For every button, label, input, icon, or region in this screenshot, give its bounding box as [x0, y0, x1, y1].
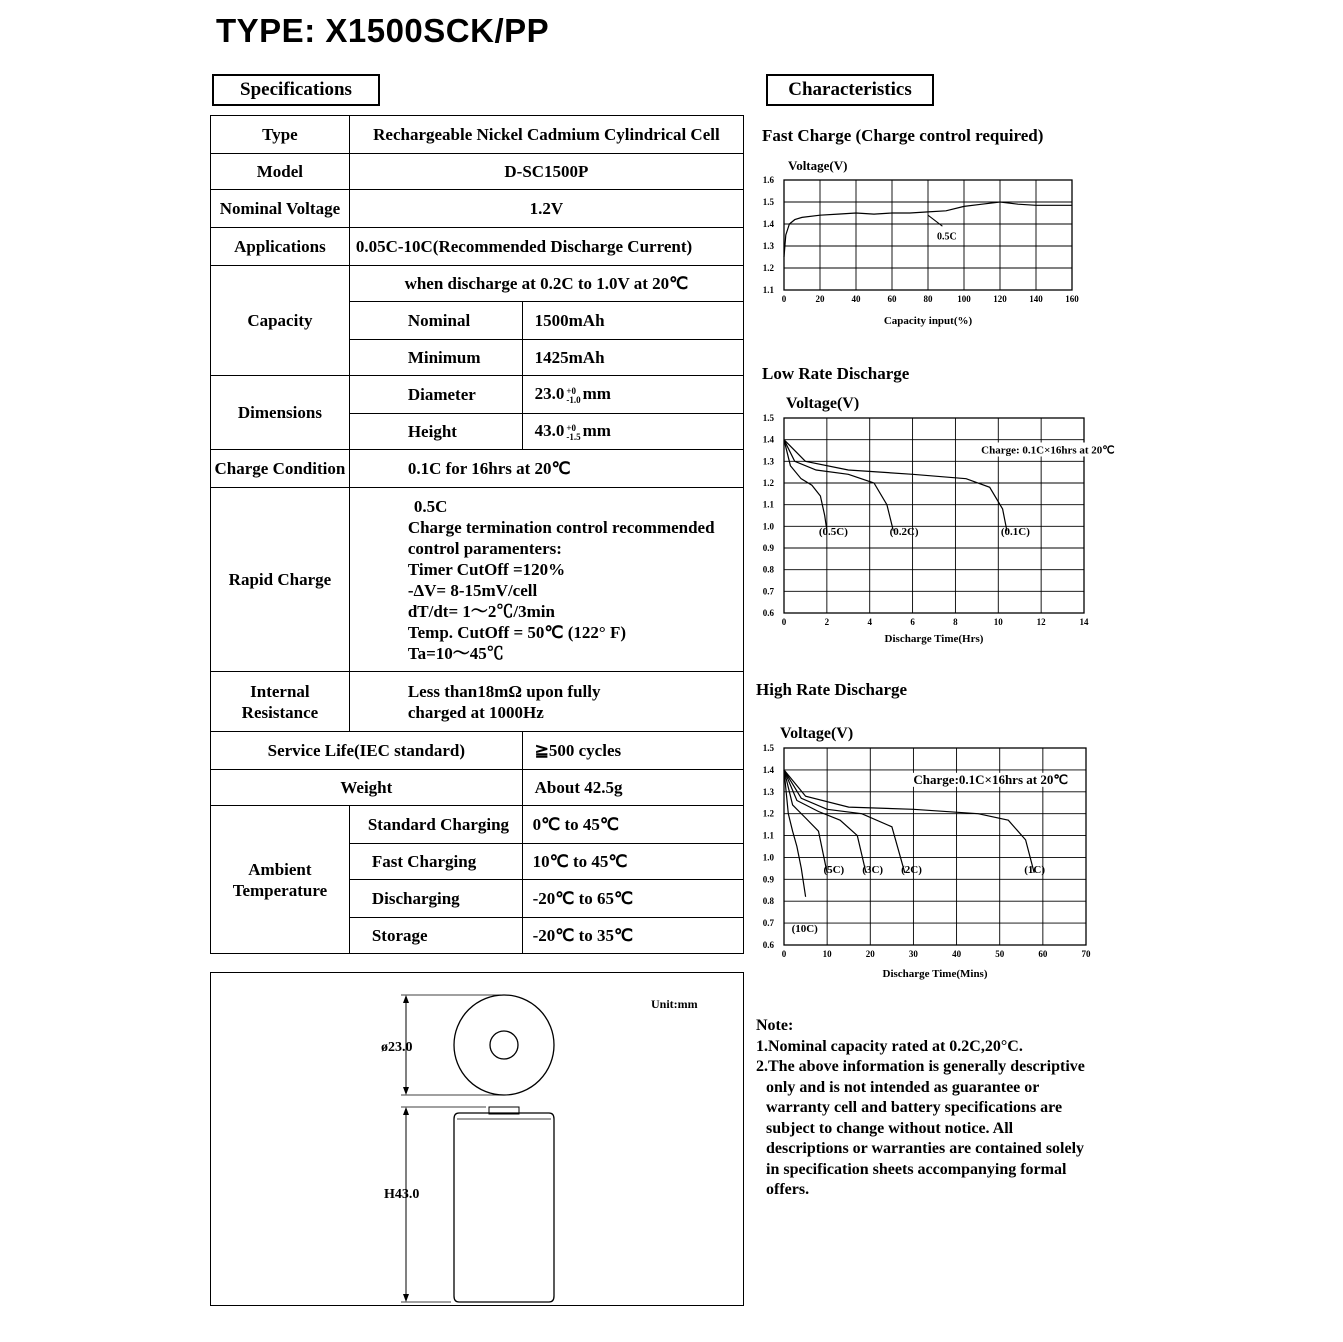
x-tick-label: 20 — [815, 294, 825, 304]
x-tick-label: 20 — [865, 949, 875, 959]
x-tick-label: 0 — [781, 949, 787, 959]
ambient-row-label: Discharging — [349, 880, 522, 918]
series-label: (0.2C) — [889, 526, 919, 538]
x-tick-label: 80 — [923, 294, 933, 304]
note-line: 1.Nominal capacity rated at 0.2C,20°C. — [756, 1037, 1023, 1055]
annotation-arrow — [928, 215, 942, 226]
y-tick-label: 1.5 — [762, 743, 774, 753]
y-tick-label: 0.9 — [762, 874, 774, 885]
x-axis-label: Discharge Time(Hrs) — [884, 633, 984, 645]
ambient-row-value: 10℃ to 45℃ — [522, 844, 743, 880]
weight-value: About 42.5g — [522, 770, 743, 806]
table-row — [211, 770, 744, 806]
x-tick-label: 4 — [867, 617, 872, 627]
series-label: (2C) — [901, 863, 922, 876]
y-tick-label: 0.6 — [762, 940, 774, 950]
note-line: only and is not intended as guarantee or — [766, 1078, 1040, 1096]
y-axis-label: Voltage(V) — [780, 725, 854, 742]
height-label: Height — [349, 414, 522, 450]
ambient-row-value: 0℃ to 45℃ — [522, 806, 743, 844]
x-tick-label: 2 — [824, 617, 830, 627]
note-heading: Note: — [756, 1017, 794, 1034]
service-life-value: ≧500 cycles — [522, 732, 743, 770]
diameter-dimension: ø23.0 — [381, 1040, 413, 1055]
series-label: (3C) — [862, 863, 884, 876]
x-tick-label: 0 — [781, 617, 787, 627]
y-tick-label: 1.4 — [762, 434, 774, 445]
high-rate-title: High Rate Discharge — [756, 680, 908, 699]
page-title: TYPE: X1500SCK/PP — [216, 12, 550, 49]
diameter-label: Diameter — [349, 376, 522, 414]
series-label: (10C) — [791, 922, 818, 935]
table-row — [211, 806, 744, 844]
y-tick-label: 0.8 — [762, 896, 774, 907]
capacity-label: Capacity — [211, 266, 350, 376]
charge-condition-value: 0.1C for 16hrs at 20℃ — [349, 450, 743, 488]
y-tick-label: 1.1 — [762, 499, 774, 510]
y-tick-label: 1.0 — [762, 852, 774, 863]
x-tick-label: 8 — [953, 617, 958, 627]
x-tick-label: 60 — [1038, 949, 1048, 959]
type-label: Type — [211, 116, 350, 154]
y-tick-label: 0.6 — [762, 608, 774, 618]
capacity-nominal-value: 1500mAh — [522, 302, 743, 340]
capacity-minimum-label: Minimum — [349, 340, 522, 376]
x-tick-label: 10 — [822, 949, 832, 959]
nominal-voltage-value: 1.2V — [349, 190, 743, 228]
y-tick-label: 1.6 — [762, 175, 774, 185]
x-tick-label: 12 — [1036, 617, 1046, 627]
x-tick-label: 6 — [910, 617, 915, 627]
table-row — [211, 266, 744, 302]
note-line: descriptions or warranties are contained solely — [766, 1140, 1085, 1157]
table-row — [211, 732, 744, 770]
y-tick-label: 1.1 — [762, 285, 774, 295]
annotation-label: Charge: 0.1C×16hrs at 20℃ — [981, 444, 1115, 457]
dimensions-label: Dimensions — [211, 376, 350, 450]
capacity-condition: when discharge at 0.2C to 1.0V at 20℃ — [349, 266, 743, 302]
cell-drawing-svg — [211, 973, 745, 1307]
service-life-label: Service Life(IEC standard) — [211, 732, 523, 770]
table-row — [211, 376, 744, 414]
y-tick-label: 1.2 — [762, 263, 774, 273]
internal-resistance-value: Less than18mΩ upon fully charged at 1000Hz — [349, 672, 743, 732]
cell-terminal-circle — [490, 1031, 518, 1059]
table-row — [211, 672, 744, 732]
x-tick-label: 140 — [1029, 294, 1043, 304]
rapid-charge-label: Rapid Charge — [211, 488, 350, 672]
internal-resistance-label: Internal Resistance — [211, 672, 350, 732]
annotation-label: 0.5C — [937, 231, 957, 243]
rapid-charge-value: 0.5C Charge termination control recommended control paramenters: Timer CutOff =120% -ΔV= 8-15mV/cell dT/dt= 1～2℃/3min Temp. CutOff = 50℃ (122° F) Ta=10～45℃ — [349, 488, 743, 672]
characteristics-heading: Characteristics — [766, 74, 934, 106]
table-row — [211, 450, 744, 488]
y-tick-label: 1.1 — [762, 830, 774, 841]
y-tick-label: 1.2 — [762, 808, 774, 819]
note-line: subject to change without notice. All — [766, 1119, 1014, 1137]
y-axis-label: Voltage(V) — [788, 158, 848, 173]
x-tick-label: 40 — [851, 294, 861, 304]
note-line: offers. — [766, 1181, 810, 1198]
x-tick-label: 0 — [781, 294, 787, 304]
series-label: (0.1C) — [1000, 526, 1030, 538]
y-tick-label: 1.4 — [762, 764, 774, 775]
note-line: warranty cell and battery specifications are — [766, 1099, 1063, 1116]
annotation-label: Charge:0.1C×16hrs at 20℃ — [913, 771, 1068, 787]
y-tick-label: 1.2 — [762, 478, 774, 488]
series-label: (0.5C) — [818, 526, 848, 538]
series-line — [784, 440, 1007, 531]
y-tick-label: 1.3 — [762, 786, 774, 797]
series-label: (5C) — [823, 863, 845, 876]
x-tick-label: 40 — [952, 949, 962, 959]
y-tick-label: 1.5 — [762, 413, 774, 423]
height-dimension: H43.0 — [384, 1187, 420, 1202]
type-value: Rechargeable Nickel Cadmium Cylindrical Cell — [349, 116, 743, 154]
x-tick-label: 120 — [993, 294, 1007, 304]
model-label: Model — [211, 154, 350, 190]
table-row — [211, 154, 744, 190]
cell-top-circle — [454, 995, 554, 1095]
applications-label: Applications — [211, 228, 350, 266]
y-tick-label: 0.7 — [762, 918, 774, 929]
model-value: D-SC1500P — [349, 154, 743, 190]
y-tick-label: 1.0 — [762, 521, 774, 532]
capacity-nominal-label: Nominal — [349, 302, 522, 340]
series-label: (1C) — [1024, 863, 1046, 876]
nominal-voltage-label: Nominal Voltage — [211, 190, 350, 228]
x-axis-label: Discharge Time(Mins) — [882, 968, 988, 980]
y-tick-label: 1.3 — [762, 241, 774, 251]
specifications-table — [210, 115, 744, 954]
table-row — [211, 190, 744, 228]
series-line — [784, 440, 893, 531]
series-line — [784, 770, 806, 897]
y-tick-label: 0.8 — [762, 564, 774, 575]
cell-dimension-drawing — [210, 972, 744, 1306]
note-line: in specification sheets accompanying formal — [766, 1160, 1067, 1178]
x-tick-label: 60 — [887, 294, 897, 304]
table-row — [211, 228, 744, 266]
low-rate-discharge-chart — [756, 388, 1115, 650]
fast-charge-title: Fast Charge (Charge control required) — [762, 126, 1044, 145]
applications-value: 0.05C-10C(Recommended Discharge Current) — [349, 228, 743, 266]
height-value: 43.0 +0 -1.5 mm — [522, 414, 743, 450]
x-axis-label: Capacity input(%) — [883, 315, 973, 327]
x-tick-label: 10 — [993, 617, 1003, 627]
y-tick-label: 1.5 — [762, 197, 774, 207]
ambient-temperature-label: Ambient Temperature — [211, 806, 350, 954]
y-tick-label: 0.7 — [762, 586, 774, 597]
charge-condition-label: Charge Condition — [211, 450, 350, 488]
cell-side-body — [454, 1113, 554, 1302]
weight-label: Weight — [211, 770, 523, 806]
ambient-row-label: Storage — [349, 918, 522, 954]
y-tick-label: 0.9 — [762, 543, 774, 553]
unit-label: Unit:mm — [651, 997, 698, 1011]
x-tick-label: 160 — [1065, 294, 1079, 304]
table-row — [211, 116, 744, 154]
y-tick-label: 1.4 — [762, 219, 774, 229]
ambient-row-label: Fast Charging — [349, 844, 522, 880]
low-rate-title: Low Rate Discharge — [762, 364, 910, 383]
x-tick-label: 100 — [957, 294, 971, 304]
x-tick-label: 14 — [1079, 617, 1089, 627]
specifications-heading: Specifications — [212, 74, 380, 106]
capacity-minimum-value: 1425mAh — [522, 340, 743, 376]
table-row — [211, 488, 744, 672]
ambient-row-value: -20℃ to 65℃ — [522, 880, 743, 918]
diameter-value: 23.0 +0 -1.0 mm — [522, 376, 743, 414]
x-tick-label: 50 — [995, 949, 1005, 959]
note-block — [756, 1016, 1116, 1201]
y-tick-label: 1.3 — [762, 456, 774, 467]
high-rate-discharge-chart — [756, 718, 1096, 986]
ambient-row-label: Standard Charging — [349, 806, 522, 844]
note-line: 2.The above information is generally descriptive — [756, 1058, 1085, 1075]
fast-charge-chart — [756, 152, 1096, 332]
y-axis-label: Voltage(V) — [786, 395, 860, 412]
ambient-row-value: -20℃ to 35℃ — [522, 918, 743, 954]
x-tick-label: 70 — [1081, 949, 1091, 959]
x-tick-label: 30 — [908, 949, 918, 959]
